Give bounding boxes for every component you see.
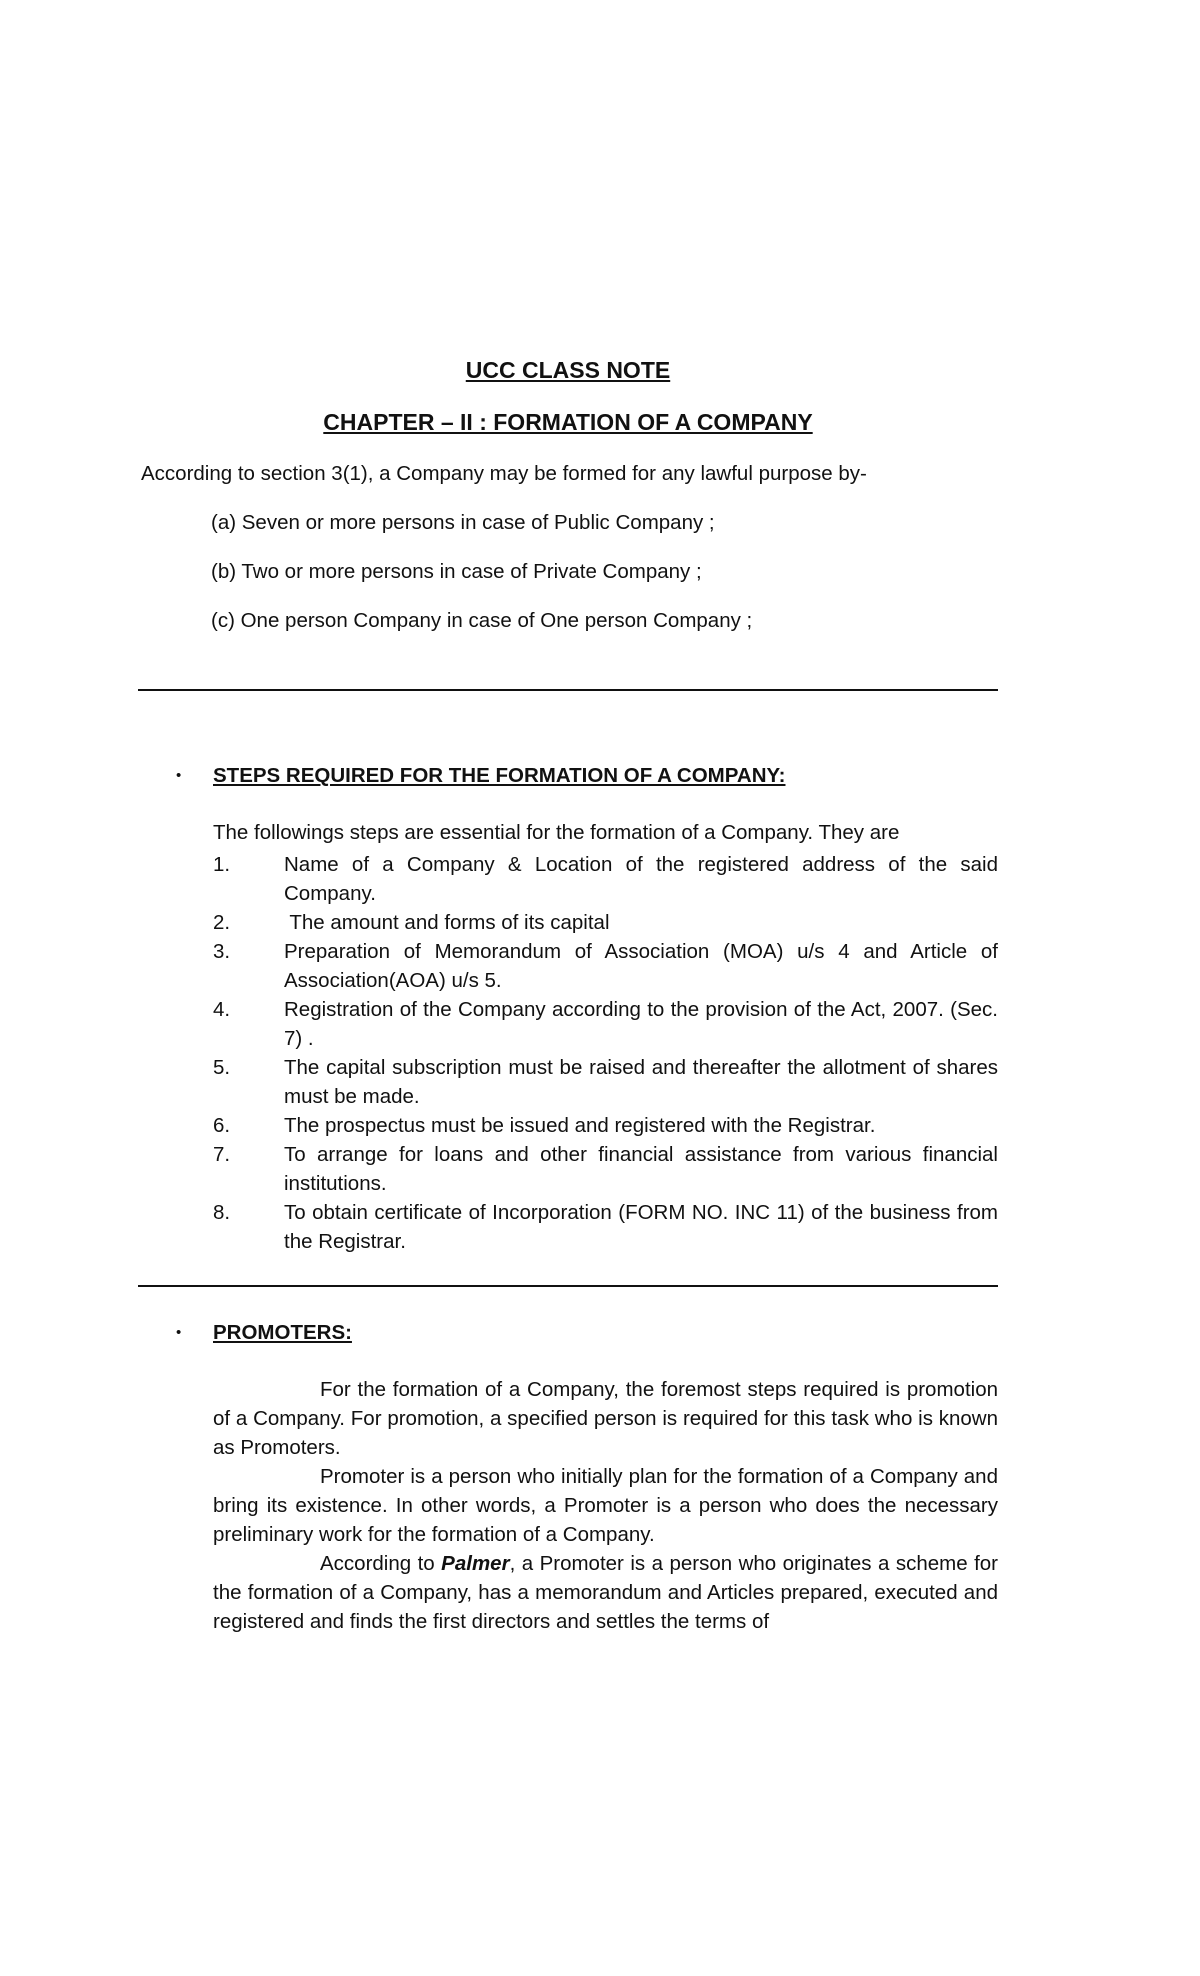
intro-text: According to section 3(1), a Company may be formed for any lawful purpose by-	[141, 462, 867, 485]
list-item	[213, 995, 998, 1053]
step-number: 4.	[213, 998, 231, 1021]
promoters-paragraph: Promoter is a person who initially plan for the formation of a Company and bring its existence. In other words, a Promoter is a person who does the necessary preliminary work for the formation of a Company.	[213, 1465, 998, 1546]
step-text: To obtain certificate of Incorporation (FORM NO. INC 11) of the business from the Registrar.	[284, 1201, 998, 1253]
step-number: 3.	[213, 940, 231, 963]
bullet-icon: •	[176, 1324, 182, 1341]
section-divider	[138, 689, 998, 691]
step-text: Registration of the Company according to the provision of the Act, 2007. (Sec. 7) .	[284, 998, 998, 1050]
list-item	[213, 850, 998, 908]
palmer-definition: , a Promoter is a person who originates a scheme for the formation of a Company, has a memorandum and Articles prepared, executed and registered and finds the first directors and settles the terms of	[213, 1552, 998, 1633]
clause-public: (a) Seven or more persons in case of Public Company ;	[211, 511, 715, 534]
list-item	[213, 1053, 998, 1111]
step-number: 1.	[213, 853, 231, 876]
step-number: 6.	[213, 1114, 231, 1137]
list-item	[213, 1140, 998, 1198]
list-item	[213, 1111, 998, 1140]
step-number: 8.	[213, 1201, 231, 1224]
step-text: The capital subscription must be raised and thereafter the allotment of shares must be made.	[284, 1056, 998, 1108]
company-type-clauses	[211, 510, 752, 657]
palmer-name: Palmer	[441, 1552, 510, 1575]
step-text: To arrange for loans and other financial assistance from various financial institutions.	[284, 1143, 998, 1195]
promoters-paragraph: For the formation of a Company, the foremost steps required is promotion of a Company. For promotion, a specified person is required for this task who is known as Promoters.	[213, 1378, 998, 1459]
steps-intro: The followings steps are essential for the formation of a Company. They are	[213, 821, 900, 844]
bullet-icon: •	[176, 767, 182, 784]
document-title: UCC CLASS NOTE	[465, 357, 671, 383]
clause-one-person: (c) One person Company in case of One person Company ;	[211, 609, 753, 632]
step-text: Preparation of Memorandum of Association (MOA) u/s 4 and Article of Association(AOA) u/s 5.	[284, 940, 998, 992]
list-item	[213, 937, 998, 995]
step-number: 2.	[213, 911, 231, 934]
promoters-body	[213, 1375, 998, 1636]
steps-list	[213, 850, 998, 1256]
step-text: The amount and forms of its capital	[284, 911, 610, 934]
step-text: Name of a Company & Location of the registered address of the said Company.	[284, 853, 998, 905]
list-item	[213, 1198, 998, 1256]
clause-private: (b) Two or more persons in case of Private Company ;	[211, 560, 702, 583]
promoters-heading: PROMOTERS:	[213, 1321, 352, 1344]
list-item	[213, 908, 998, 937]
chapter-title: CHAPTER – II : FORMATION OF A COMPANY	[323, 409, 813, 435]
step-number: 5.	[213, 1056, 231, 1079]
step-number: 7.	[213, 1143, 231, 1166]
promoters-paragraph	[213, 1549, 998, 1636]
step-text: The prospectus must be issued and registered with the Registrar.	[284, 1114, 876, 1137]
steps-heading: STEPS REQUIRED FOR THE FORMATION OF A COMPANY:	[213, 764, 786, 787]
palmer-lead-in: According to	[320, 1552, 442, 1575]
section-divider	[138, 1285, 998, 1287]
